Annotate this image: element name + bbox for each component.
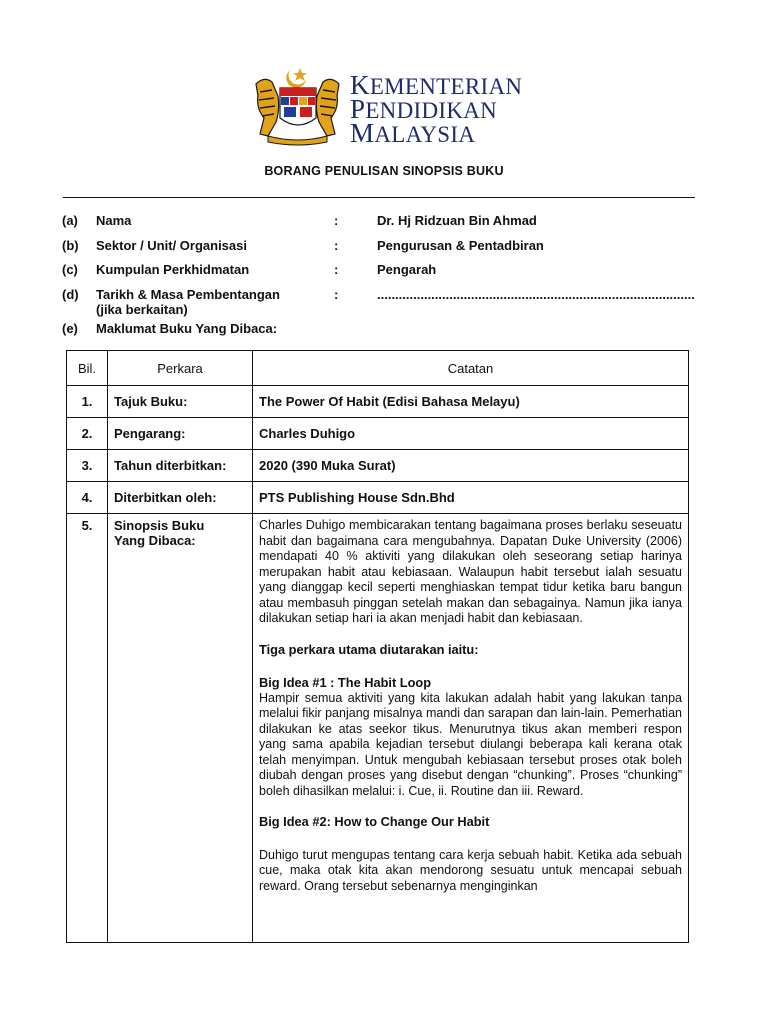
row-number: 4. xyxy=(67,482,108,514)
synopsis-heading: Big Idea #2: How to Change Our Habit xyxy=(259,814,490,829)
info-colon: : xyxy=(334,213,339,228)
row-item xyxy=(108,514,253,943)
synopsis-content xyxy=(253,514,689,943)
info-field-sub: (jika berkaitan) xyxy=(96,301,188,317)
info-label: (e) xyxy=(62,320,78,336)
title-divider xyxy=(63,197,695,198)
table-row xyxy=(67,386,689,418)
form-title: BORANG PENULISAN SINOPSIS BUKU xyxy=(264,164,504,178)
column-header-catatan: Catatan xyxy=(253,351,689,386)
info-field: Maklumat Buku Yang Dibaca: xyxy=(96,320,278,336)
ministry-line-1: KEMENTERIAN xyxy=(350,70,523,100)
table-header-row xyxy=(67,351,689,386)
ministry-line-3: MALAYSIA xyxy=(350,118,476,148)
row-number: 5. xyxy=(67,514,108,943)
row-number: 2. xyxy=(67,418,108,450)
info-label: (d) xyxy=(62,286,79,302)
info-field: Kumpulan Perkhidmatan xyxy=(96,262,250,277)
table-row xyxy=(67,418,689,450)
row-item: Diterbitkan oleh: xyxy=(108,482,253,514)
column-header-perkara: Perkara xyxy=(108,351,253,386)
info-field-main: Tarikh & Masa Pembentangan xyxy=(96,286,280,302)
synopsis-label-line-1: Sinopsis Buku xyxy=(114,518,205,533)
synopsis-paragraph: Hampir semua aktiviti yang kita lakukan adalah habit yang lakukan tanpa melalui fikir panjang misalnya mandi dan sarapan dan lain-lain. Pemerhatian dilakukan ke atas seekor tikus. Menurutnya tikus akan memberi respon yang sama apabila kejadian tersebut diulangi beberapa kali kerana otak telah menyimpan. Untuk mengubah kebiasaan tersebut proses otak boleh diubah dengan proses yang disebut dengan “chunking”. Proses “chunking” boleh dihasilkan melalui: i. Cue, ii. Routine dan iii. Reward. xyxy=(259,690,682,798)
synopsis-label-line-2: Yang Dibaca: xyxy=(114,533,196,548)
row-item: Tahun diterbitkan: xyxy=(108,450,253,482)
column-header-bil: Bil. xyxy=(67,351,108,386)
info-row-book-info xyxy=(62,321,712,343)
table-row xyxy=(67,482,689,514)
info-row-name xyxy=(62,213,712,238)
row-note: 2020 (390 Muka Surat) xyxy=(253,450,689,482)
info-row-presentation-date xyxy=(62,287,712,321)
national-crest-logo xyxy=(250,66,345,146)
info-value-presentation-date: ........................................................................................ xyxy=(377,286,695,302)
info-field xyxy=(96,287,326,317)
synopsis-paragraph: Charles Duhigo membicarakan tentang bagaimana proses berlaku seseuatu habit dan bagaimana cara mengubahnya. Dapatan Duke University (2006) mendapati 40 % aktiviti yang dilakukan oleh seseorang setiap harinya merupakan habit atau kebiasaan. Walaupun habit tersebut ialah sesuatu yang dianggap kecil seperti menghiaskan tempat tidur ketika baru bangun atau membasuh pinggan setelah makan dan sebagainya. Namun jika ianya dilakukan setiap hari ia akan menjadi habit dan kebiasaan. xyxy=(259,518,682,625)
row-item: Tajuk Buku: xyxy=(108,386,253,418)
row-note: PTS Publishing House Sdn.Bhd xyxy=(253,482,689,514)
row-item: Pengarang: xyxy=(108,418,253,450)
info-colon: : xyxy=(334,237,339,253)
synopsis-heading: Tiga perkara utama diutarakan iaitu: xyxy=(259,641,479,657)
info-value-name: Dr. Hj Ridzuan Bin Ahmad xyxy=(377,213,537,228)
row-number: 3. xyxy=(67,450,108,482)
info-value-sector: Pengurusan & Pentadbiran xyxy=(377,237,544,253)
info-label: (a) xyxy=(62,213,78,228)
synopsis-paragraph: Duhigo turut mengupas tentang cara kerja sebuah habit. Ketika ada sebuah cue, maka otak kita akan mendorong sesuatu untuk mencapai sebuah reward. Orang tersebut sebenarnya menginginkan xyxy=(259,847,682,893)
ministry-line-2: PENDIDIKAN xyxy=(350,94,498,124)
info-field: Sektor / Unit/ Organisasi xyxy=(96,237,247,253)
info-label: (c) xyxy=(62,262,78,277)
info-value-service-group: Pengarah xyxy=(377,262,437,277)
row-note: Charles Duhigo xyxy=(253,418,689,450)
synopsis-heading: Big Idea #1 : The Habit Loop xyxy=(259,675,432,690)
info-row-sector xyxy=(62,238,712,263)
info-field: Nama xyxy=(96,213,132,228)
row-number: 1. xyxy=(67,386,108,418)
synopsis-row xyxy=(67,514,689,943)
applicant-info xyxy=(62,213,712,343)
info-label: (b) xyxy=(62,237,79,253)
info-colon: : xyxy=(334,286,339,302)
row-note: The Power Of Habit (Edisi Bahasa Melayu) xyxy=(253,386,689,418)
book-info-table xyxy=(66,350,689,943)
table-row xyxy=(67,450,689,482)
ministry-header xyxy=(250,66,550,148)
ministry-name xyxy=(350,70,523,148)
info-row-service-group xyxy=(62,262,712,287)
info-colon: : xyxy=(334,262,339,277)
